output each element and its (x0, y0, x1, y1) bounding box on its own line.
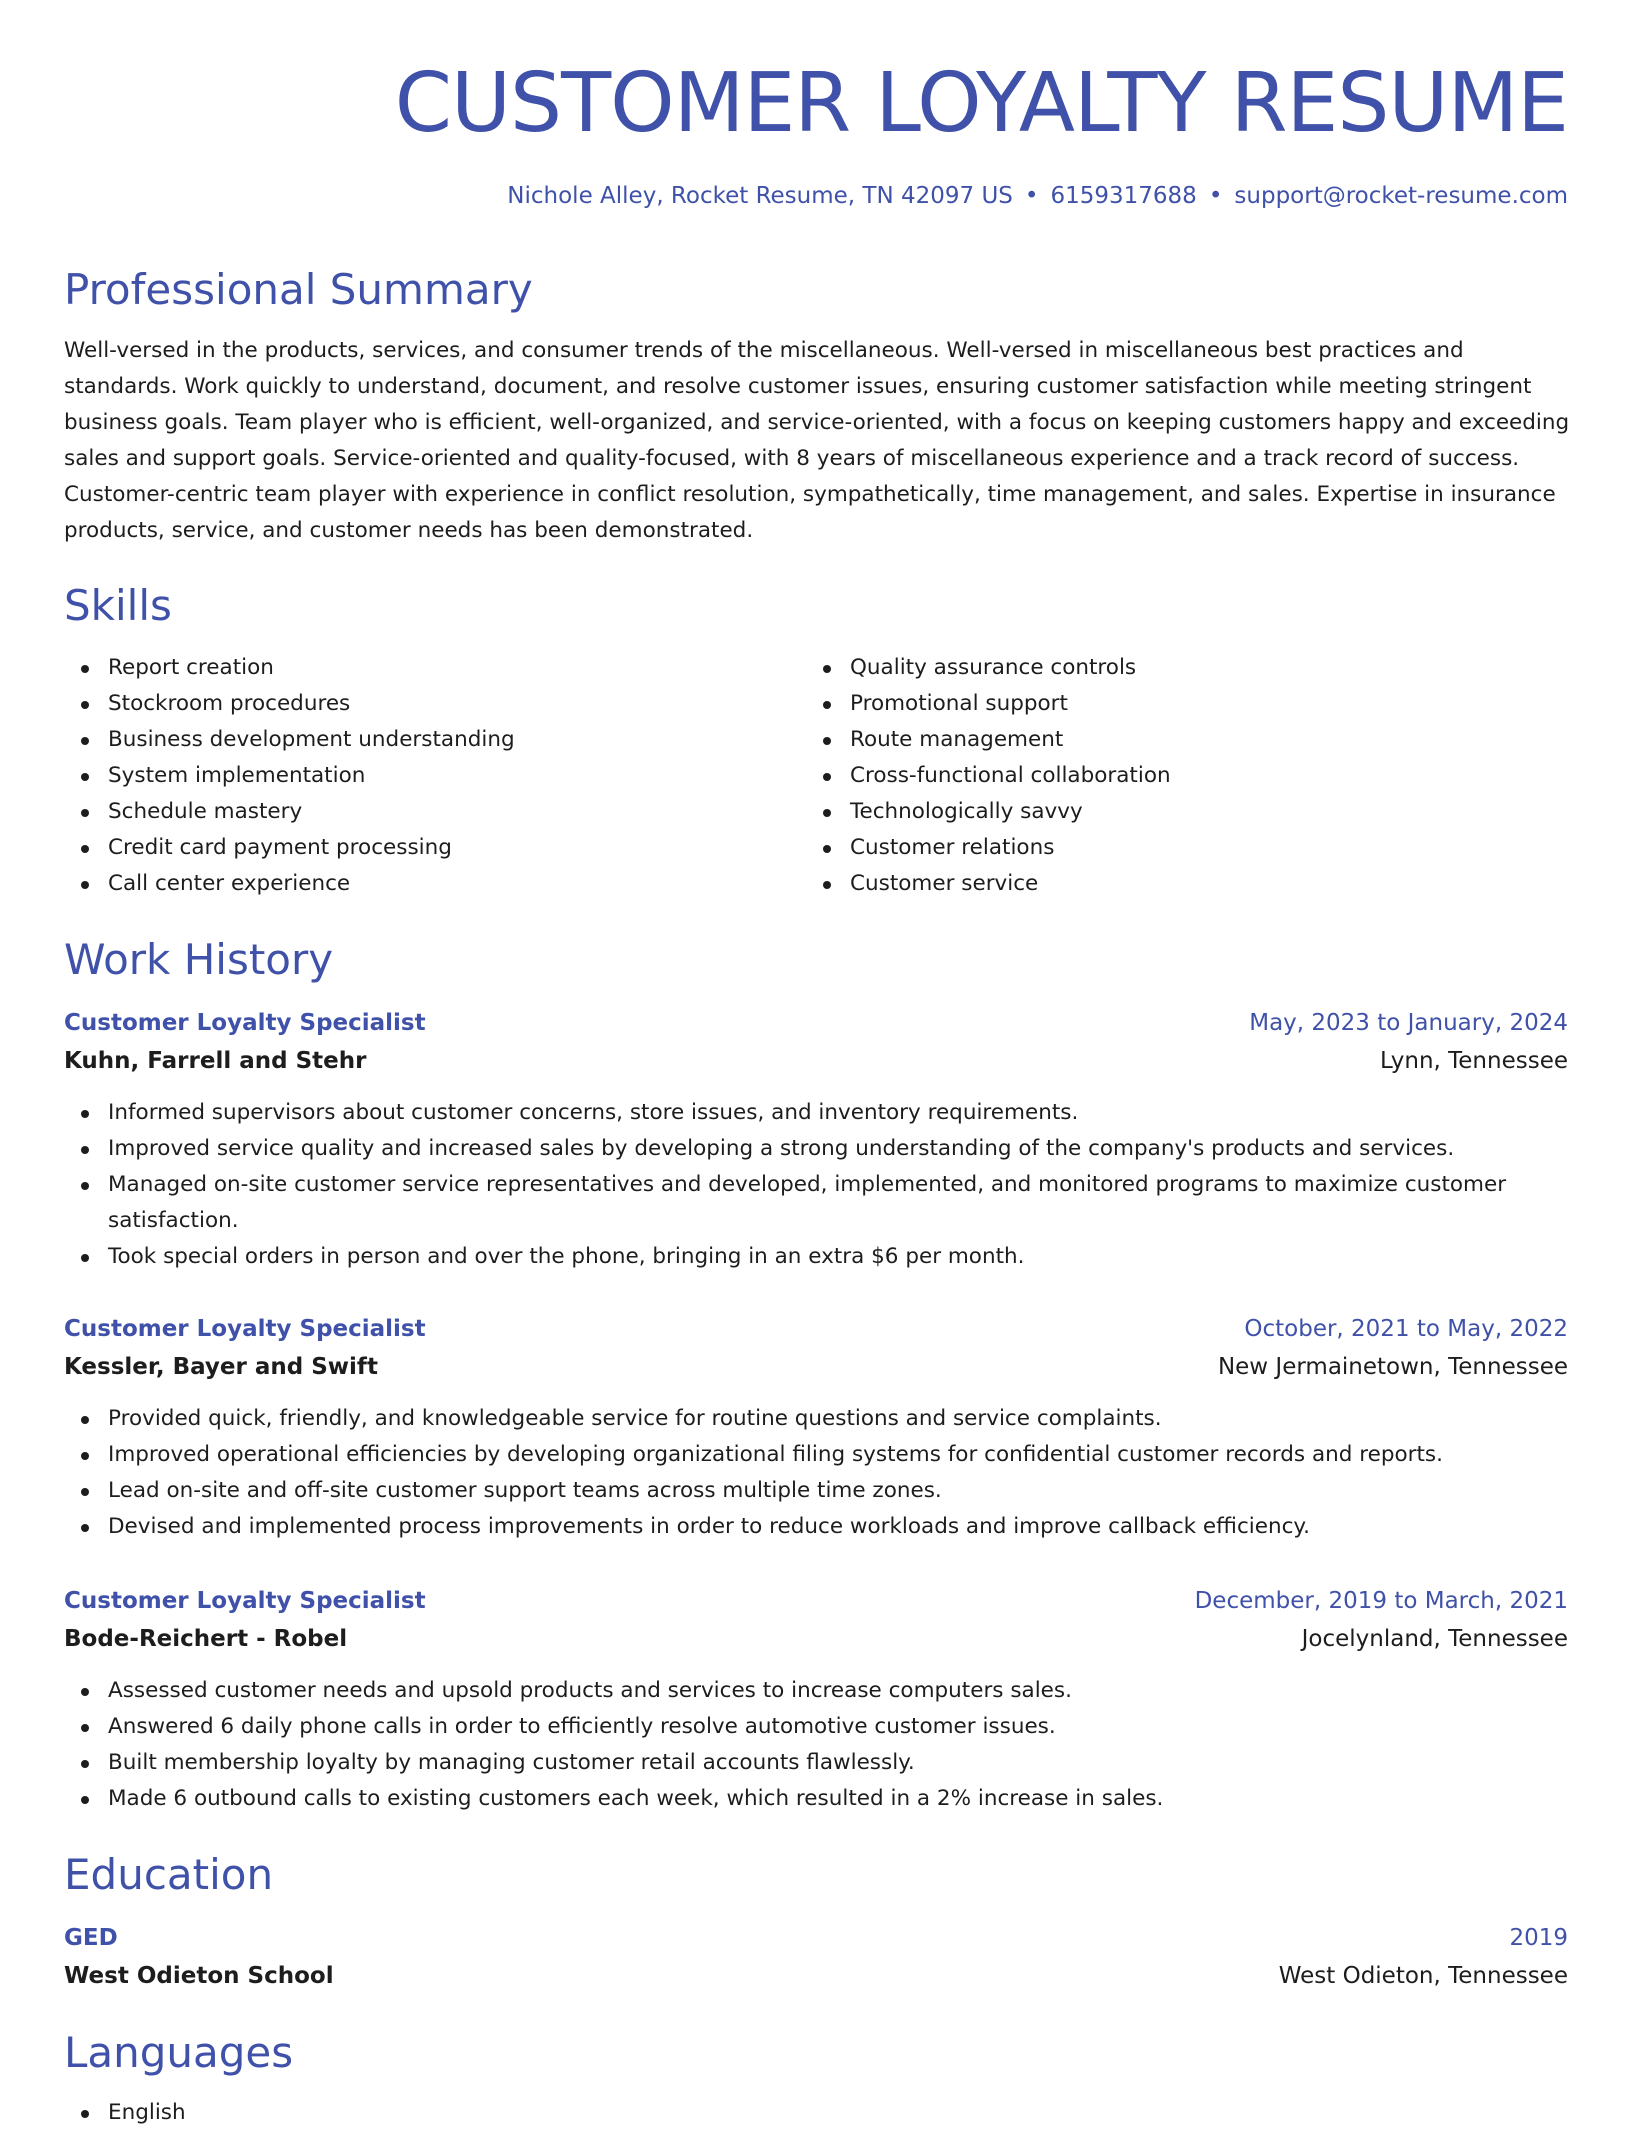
list-item: Improved operational efficiencies by developing organizational filing systems for confidential customer records and reports. (64, 1437, 1568, 1473)
summary-text: Well-versed in the products, services, and consumer trends of the miscellaneous. Well-versed in miscellaneous best practices and standards. Work quickly to understand, document, and resolve customer issues, ensuring customer satisfaction while meeting stringent business goals. Team player who is efficient, well-organized, and service-oriented, with a focus on keeping customers happy and exceeding sales and support goals. Service-oriented and quality-focused, with 8 years of miscellaneous experience and a track record of success. Customer-centric team player with experience in conflict resolution, sympathetically, time management, and sales. Expertise in insurance products, service, and customer needs has been demonstrated. (64, 338, 1570, 543)
job-dates: May, 2023 to January, 2024 (1249, 1010, 1568, 1036)
list-item: Assessed customer needs and upsold products and services to increase computers sales. (64, 1673, 1568, 1709)
list-item: Devised and implemented process improvements in order to reduce workloads and improve callback efficiency. (64, 1509, 1568, 1545)
job-location: Jocelynland, Tennessee (1301, 1626, 1568, 1652)
contact-address: Nichole Alley, Rocket Resume, TN 42097 US (507, 183, 1013, 209)
section-title-languages: Languages (64, 2028, 294, 2077)
list-item: Report creation (64, 650, 806, 686)
job-location: Lynn, Tennessee (1380, 1048, 1568, 1074)
company-name: Kuhn, Farrell and Stehr (64, 1048, 367, 1074)
list-item: Customer relations (806, 830, 1548, 866)
list-item: Provided quick, friendly, and knowledgeable service for routine questions and service complaints. (64, 1401, 1568, 1437)
resume-title: CUSTOMER LOYALTY RESUME (394, 56, 1568, 151)
company-name: Kessler, Bayer and Swift (64, 1354, 378, 1380)
education-year: 2019 (1509, 1925, 1568, 1951)
list-item: Customer service (806, 866, 1548, 902)
skills-column-left (64, 650, 806, 902)
list-item: Informed supervisors about customer concerns, store issues, and inventory requirements. (64, 1095, 1568, 1131)
list-item: Stockroom procedures (64, 686, 806, 722)
separator-dot: • (1208, 183, 1223, 209)
section-title-education: Education (64, 1850, 274, 1899)
contact-email: support@rocket-resume.com (1234, 183, 1568, 209)
job-dates: October, 2021 to May, 2022 (1244, 1316, 1568, 1342)
contact-line (507, 180, 1568, 212)
list-item: Technologically savvy (806, 794, 1548, 830)
company-name: Bode-Reichert - Robel (64, 1626, 348, 1652)
list-item: Made 6 outbound calls to existing customers each week, which resulted in a 2% increase in sales. (64, 1781, 1568, 1817)
contact-phone: 6159317688 (1050, 183, 1197, 209)
list-item: Call center experience (64, 866, 806, 902)
skills-list (64, 650, 1568, 902)
job-dates: December, 2019 to March, 2021 (1194, 1588, 1568, 1614)
list-item: Took special orders in person and over the phone, bringing in an extra $6 per month. (64, 1239, 1568, 1275)
list-item: System implementation (64, 758, 806, 794)
job-bullets (64, 1095, 1568, 1275)
separator-dot: • (1024, 183, 1039, 209)
list-item: Schedule mastery (64, 794, 806, 830)
skills-column-right (806, 650, 1548, 902)
list-item: Answered 6 daily phone calls in order to efficiently resolve automotive customer issues. (64, 1709, 1568, 1745)
job-bullets (64, 1673, 1568, 1817)
section-title-summary: Professional Summary (64, 265, 533, 314)
job-location: New Jermainetown, Tennessee (1217, 1354, 1568, 1380)
section-title-work-history: Work History (64, 935, 334, 984)
job-entry (64, 1005, 1568, 1275)
list-item: Quality assurance controls (806, 650, 1548, 686)
education-entry (64, 1920, 1568, 1996)
school-location: West Odieton, Tennessee (1278, 1963, 1568, 1989)
job-title: Customer Loyalty Specialist (64, 1588, 426, 1614)
job-entry (64, 1583, 1568, 1817)
list-item: Built membership loyalty by managing customer retail accounts flawlessly. (64, 1745, 1568, 1781)
list-item: Credit card payment processing (64, 830, 806, 866)
school-name: West Odieton School (64, 1963, 334, 1989)
job-bullets (64, 1401, 1568, 1545)
languages-list (64, 2095, 1568, 2131)
list-item: Cross-functional collaboration (806, 758, 1548, 794)
list-item: Lead on-site and off-site customer support teams across multiple time zones. (64, 1473, 1568, 1509)
list-item: Managed on-site customer service representatives and developed, implemented, and monitored programs to maximize customer satisfaction. (64, 1167, 1568, 1239)
degree: GED (64, 1925, 118, 1951)
job-title: Customer Loyalty Specialist (64, 1010, 426, 1036)
list-item: Route management (806, 722, 1548, 758)
list-item: English (64, 2095, 1568, 2131)
section-title-skills: Skills (64, 581, 172, 630)
list-item: Business development understanding (64, 722, 806, 758)
job-title: Customer Loyalty Specialist (64, 1316, 426, 1342)
list-item: Improved service quality and increased sales by developing a strong understanding of the company's products and services. (64, 1131, 1568, 1167)
list-item: Promotional support (806, 686, 1548, 722)
job-entry (64, 1311, 1568, 1545)
